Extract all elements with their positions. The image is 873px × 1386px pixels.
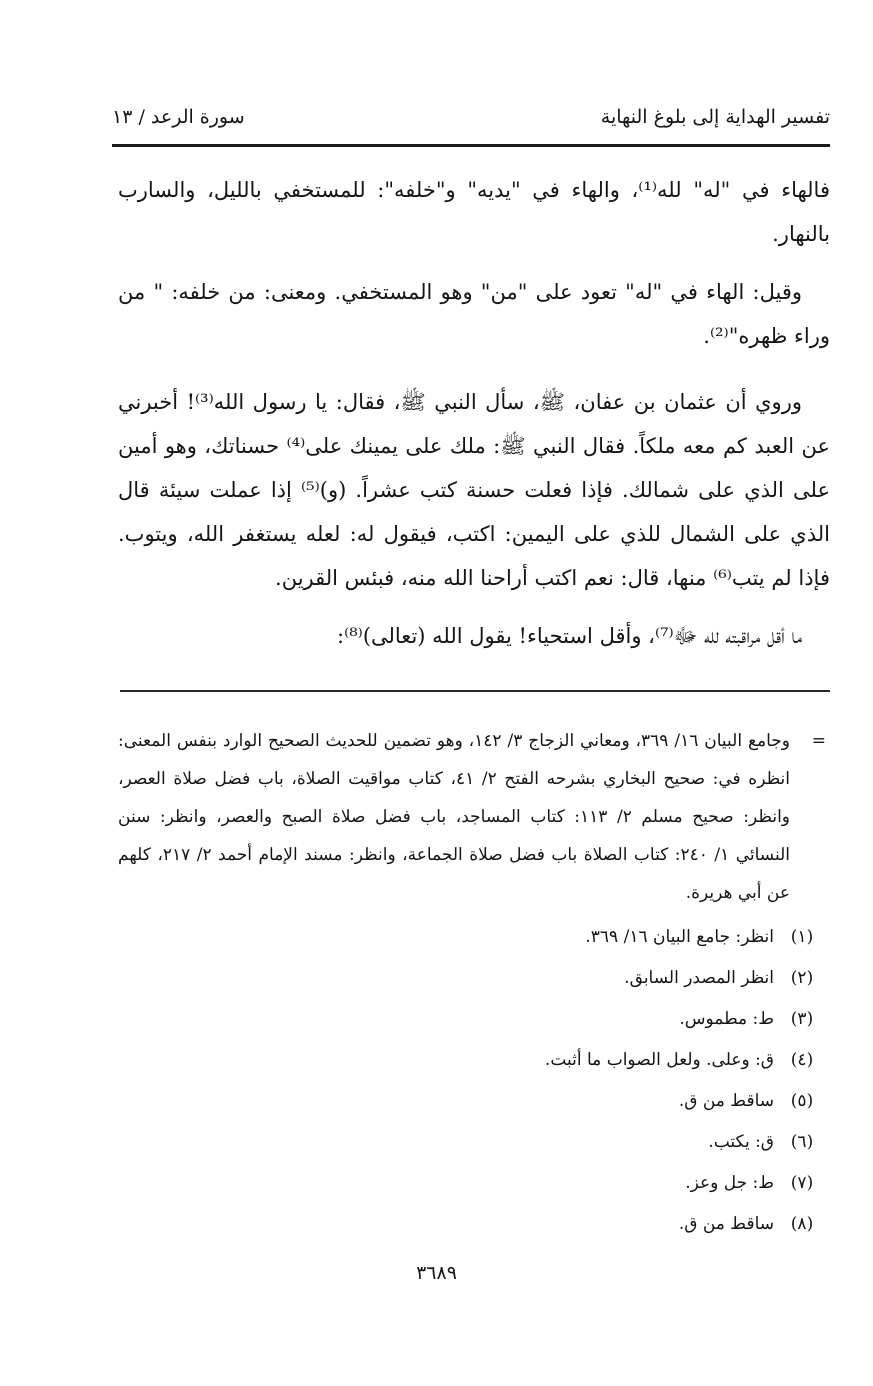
footnotes xyxy=(118,722,830,1244)
footnote-separator xyxy=(120,690,830,692)
footnote-continuation xyxy=(118,722,830,912)
footnote-number: (٤) xyxy=(790,1049,814,1070)
footnote-text: ق: وعلى. ولعل الصواب ما أثبت. xyxy=(544,1049,774,1070)
main-text xyxy=(118,168,830,672)
book-title: تفسير الهداية إلى بلوغ النهاية xyxy=(600,106,830,128)
page-number: ٣٦٨٩ xyxy=(416,1262,457,1284)
paragraph: ما أقل مراقبته لله ﷻ⁽⁷⁾، وأقل استحياء! يقول الله (تعالى)⁽⁸⁾: xyxy=(337,624,802,648)
header-rule xyxy=(112,144,830,147)
surah-page-label: سورة الرعد / ١٣ xyxy=(112,106,245,128)
footnote-number: (٣) xyxy=(790,1008,814,1029)
footnote-item xyxy=(118,1080,830,1121)
footnote-item xyxy=(118,916,830,957)
footnote-text: ط: جل وعز. xyxy=(685,1172,774,1193)
continuation-text: وجامع البيان ١٦/ ٣٦٩، ومعاني الزجاج ٣/ ١٤٢، وهو تضمين للحديث الصحيح الوارد بنفس المعنى: انظره في: صحيح البخاري بشرحه الفتح ٢/ ٤١، كتاب مواقيت الصلاة، باب فضل صلاة العصر، وانظر: صحيح مسلم ٢/ ١١٣: كتاب المساجد، باب فضل صلاة الصبح والعصر، وانظر: سنن النسائي ١/ ٢٤٠: كتاب الصلاة باب فضل صلاة الجماعة، وانظر: مسند الإمام أحمد ٢/ ٢١٧، كلهم عن أبي هريرة. xyxy=(118,731,791,903)
footnote-number: (٨) xyxy=(790,1213,814,1234)
footnote-item xyxy=(118,998,830,1039)
running-header xyxy=(112,100,830,144)
paragraph: فالهاء في "له" لله⁽¹⁾، والهاء في "يديه" و"خلفه": للمستخفي بالليل، والسارب بالنهار. xyxy=(118,178,830,246)
footnote-text: انظر: جامع البيان ١٦/ ٣٦٩. xyxy=(585,926,774,947)
footnote-item xyxy=(118,1121,830,1162)
footnote-text: ط: مطموس. xyxy=(679,1008,774,1029)
footnote-number: (٧) xyxy=(790,1172,814,1193)
footnote-item xyxy=(118,1162,830,1203)
footnote-item xyxy=(118,1039,830,1080)
continuation-mark: = xyxy=(811,731,826,751)
footnote-item xyxy=(118,957,830,998)
footnote-text: ساقط من ق. xyxy=(678,1090,774,1111)
paragraph: وقيل: الهاء في "له" تعود على "من" وهو المستخفي. ومعنى: من خلفه: " من وراء ظهره"⁽²⁾. xyxy=(118,280,830,348)
footnote-text: ق: يكتب. xyxy=(708,1131,774,1152)
footnote-number: (٥) xyxy=(790,1090,814,1111)
footnote-item xyxy=(118,1203,830,1244)
footnote-number: (٢) xyxy=(790,967,814,988)
footnote-number: (١) xyxy=(790,926,814,947)
footnote-text: ساقط من ق. xyxy=(678,1213,774,1234)
footnote-text: انظر المصدر السابق. xyxy=(624,967,774,988)
paragraph: وروي أن عثمان بن عفان، ﷺ، سأل النبي ﷺ، فقال: يا رسول الله⁽³⁾! أخبرني عن العبد كم معه ملكاً. فقال النبي ﷺ: ملك على يمينك على⁽⁴⁾ حسناتك، وهو أمين على الذي على شمالك. فإذا فعلت حسنة كتب عشراً. (و)⁽⁵⁾ إذا عملت سيئة قال الذي على الشمال للذي على اليمين: اكتب، فيقول له: لعله يستغفر الله، ويتوب. فإذا لم يتب⁽⁶⁾ منها، قال: نعم اكتب أراحنا الله منه، فبئس القرين. xyxy=(118,390,830,590)
footnote-number: (٦) xyxy=(790,1131,814,1152)
